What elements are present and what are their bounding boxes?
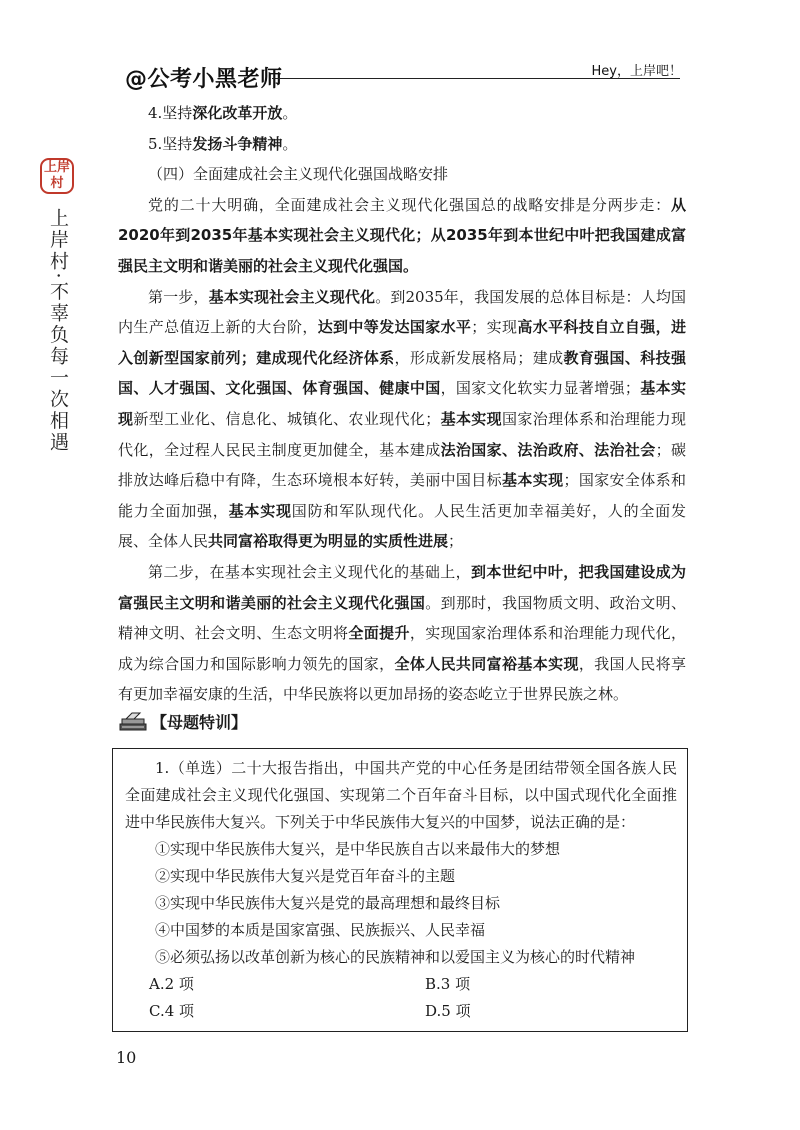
choice-c[interactable]: C.4 项 (149, 1002, 195, 1020)
header-slogan: Hey，上岸吧！ (591, 64, 682, 79)
question-option-3: ③实现中华民族伟大复兴是党的最高理想和最终目标 (155, 894, 501, 912)
item4-bold: 深化改革开放 (192, 104, 283, 122)
p2-n: 法治国家、法治政府、法治社会 (440, 440, 656, 459)
item4-prefix: 4.坚持 (148, 104, 193, 122)
p2-h: 教育强国、科技强国、人才强国、文化强国、体育强国、健康中国 (118, 348, 686, 398)
p2-j: 基本实现 (118, 379, 686, 428)
p2-o: ；碳排放达峰后稳中有降，生态环境根本好转，美丽中国目标 (118, 440, 686, 490)
item4-suffix: 。 (282, 104, 298, 122)
question-option-1: ①实现中华民族伟大复兴，是中华民族自古以来最伟大的梦想 (155, 840, 561, 858)
choice-a[interactable]: A.2 项 (149, 975, 194, 993)
choice-row-2 (125, 998, 677, 1025)
item5-bold: 发扬斗争精神 (192, 134, 283, 153)
p3-d: 全面提升 (348, 624, 410, 643)
p2-a: 第一步， (148, 287, 209, 306)
p1-bold: 从2020年到2035年基本实现社会主义现代化；从2035年到本世纪中叶把我国建成富强民主文明和谐美丽的社会主义现代化强国。 (118, 195, 686, 275)
p2-d: 达到中等发达国家水平 (317, 318, 472, 337)
p2-u: ； (448, 532, 464, 551)
question-box (112, 748, 688, 1032)
item5-prefix: 5.坚持 (148, 134, 193, 153)
p2-l: 基本实现 (440, 409, 503, 428)
p3-e: ，实现国家治理体系和治理能力现代化，成为综合国力和国际影响力领先的国家， (118, 624, 686, 673)
main-content (118, 98, 686, 710)
books-icon (118, 710, 148, 732)
choice-row-1 (125, 971, 677, 998)
choice-b[interactable]: B.3 项 (425, 975, 471, 993)
sidebar-vertical-text: 上岸村·不辜负每一次相遇 (47, 208, 69, 454)
training-section-title (118, 708, 247, 734)
p2-f: 高水平科技自立自强，进入创新型国家前列；建成现代化经济体系 (118, 318, 686, 367)
seal-top-text: 上岸 (43, 160, 70, 175)
paragraph-strategy (118, 190, 686, 282)
p2-m: 国家治理体系和治理能力现代化，全过程人民民主制度更加健全，基本建成 (118, 409, 686, 459)
p2-q: ；国家安全体系和能力全面加强， (118, 471, 686, 520)
p3-f: 全体人民共同富裕基本实现 (394, 654, 579, 673)
p2-e: ；实现 (471, 318, 518, 337)
p2-k: 新型工业化、信息化、城镇化、农业现代化； (133, 409, 441, 428)
page-number: 10 (116, 1048, 137, 1067)
item5-suffix: 。 (282, 134, 298, 153)
p2-b: 基本实现社会主义现代化 (208, 287, 376, 306)
paragraph-step-one (118, 282, 686, 557)
training-title-text: 【母题特训】 (151, 712, 248, 732)
p2-p: 基本实现 (502, 471, 564, 490)
choice-d[interactable]: D.5 项 (425, 1002, 471, 1020)
p2-r: 基本实现 (228, 501, 292, 520)
p2-c: 。到2035年，我国发展的总体目标是：人均国内生产总值迈上新的大台阶， (118, 287, 686, 337)
p3-c: 。到那时，我国物质文明、政治文明、精神文明、社会文明、生态文明将 (118, 593, 686, 643)
p3-b: 到本世纪中叶，把我国建设成为富强民主文明和谐美丽的社会主义现代化强国 (118, 562, 686, 612)
question-stem: 1.（单选）二十大报告指出，中国共产党的中心任务是团结带领全国各族人民全面建成社会主义现代化强国、实现第二个百年奋斗目标，以中国式现代化全面推进中华民族伟大复兴。下列关于中华民族伟大复兴的中国梦，说法正确的是： (125, 759, 677, 831)
p2-s: 国防和军队现代化。人民生活更加幸福美好，人的全面发展、全体人民 (118, 501, 686, 551)
question-option-2: ②实现中华民族伟大复兴是党百年奋斗的主题 (155, 867, 456, 885)
seal-logo (40, 158, 74, 194)
section-heading: （四）全面建成社会主义现代化强国战略安排 (148, 165, 449, 184)
p2-t: 共同富裕取得更为明显的实质性进展 (208, 532, 449, 551)
list-item-4 (118, 98, 686, 129)
seal-bottom-text: 村 (50, 176, 64, 191)
p3-a: 第二步，在基本实现社会主义现代化的基础上， (148, 562, 472, 581)
p1-text: 党的二十大明确，全面建成社会主义现代化强国总的战略安排是分两步走： (148, 195, 671, 214)
list-item-5 (118, 129, 686, 160)
question-option-4: ④中国梦的本质是国家富强、民族振兴、人民幸福 (155, 921, 486, 939)
question-option-5: ⑤必须弘扬以改革创新为核心的民族精神和以爱国主义为核心的时代精神 (155, 948, 636, 966)
p2-i: ，国家文化软实力显著增强； (440, 379, 640, 398)
paragraph-step-two (118, 557, 686, 710)
p3-g: ，我国人民将享有更加幸福安康的生活，中华民族将以更加昂扬的姿态屹立于世界民族之林。 (118, 654, 686, 704)
header-brand: @公考小黑老师 (125, 67, 283, 92)
p2-g: ，形成新发展格局；建成 (394, 348, 564, 367)
